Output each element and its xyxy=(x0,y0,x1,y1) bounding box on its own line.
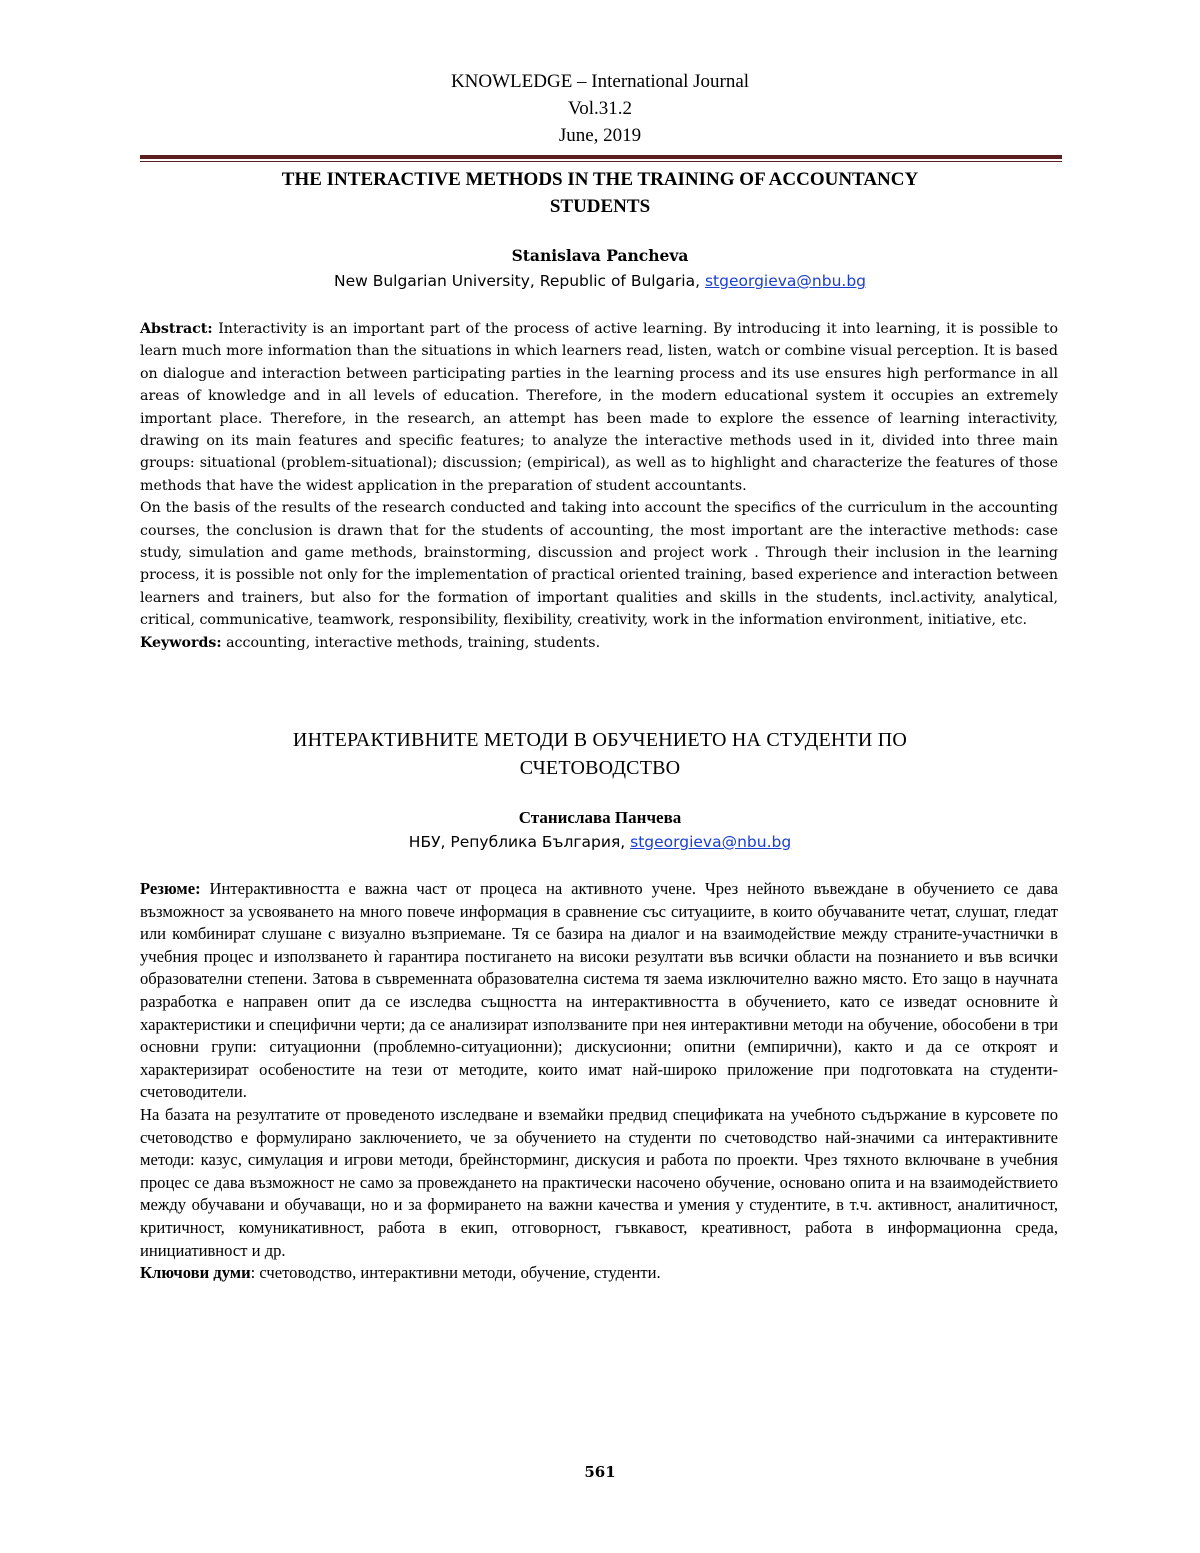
paper-title-en-line1: THE INTERACTIVE METHODS IN THE TRAINING OF ACCOUNTANCY xyxy=(281,169,919,190)
abstract-en xyxy=(140,318,1058,654)
abstract-en-paragraph-1 xyxy=(140,318,1058,497)
paper-title-bg-line2: СЧЕТОВОДСТВО xyxy=(519,757,681,779)
affiliation-en xyxy=(140,269,1060,293)
journal-volume: Vol.31.2 xyxy=(567,98,633,119)
header-rule-thin xyxy=(140,161,1062,162)
abstract-bg-label: Резюме: xyxy=(140,879,201,898)
abstract-bg xyxy=(140,878,1058,1285)
abstract-en-paragraph-2 xyxy=(140,497,1058,631)
header-rule-thick xyxy=(140,155,1062,159)
paper-title-bg xyxy=(140,726,1060,782)
author-name-en: Stanislava Pancheva xyxy=(511,246,689,265)
journal-date: June, 2019 xyxy=(558,125,642,146)
affiliation-bg xyxy=(140,830,1060,854)
abstract-bg-paragraph-2 xyxy=(140,1104,1058,1262)
abstract-bg-text-2: На базата на резултатите от проведеното изследване и вземайки предвид спецификата на учебното съдържание в курсовете по счетоводство е формулирано заключението, че за обучението на студенти по счетоводство най-значими са интерактивните методи: казус, симулация и игрови методи, брейнсторминг, дискусия и работа по проекти. Чрез тяхното включване в учебния процес се дава възможност не само за провеждането на практически насочено обучение, основано опита и на взаимодействието между обучавани и обучаващи, но и за формирането на важни качества и умения у студентите, в т.ч. активност, аналитичност, критичност, комуникативност, работа в екип, отговорност, гъвкавост, креативност, работа в информационна среда, инициативност и др. xyxy=(140,1104,1058,1260)
abstract-bg-paragraph-1 xyxy=(140,878,1058,1104)
paper-title-en xyxy=(140,166,1060,220)
keywords-en-text: accounting, interactive methods, training, students. xyxy=(221,634,601,651)
page-number: 561 xyxy=(584,1463,616,1481)
abstract-en-text-1: Interactivity is an important part of the process of active learning. By introducing it into learning, it is possible to learn much more information than the situations in which learners read, listen, watch or combine visual perception. It is based on dialogue and interaction between participating parties in the learning process and its use ensures high performance in all areas of knowledge and in all levels of education. Therefore, in the modern educational system it occupies an extremely important place. Therefore, in the research, an attempt has been made to explore the essence of learning interactivity, drawing on its main features and specific features; to analyze the interactive methods used in it, divided into three main groups: situational (problem-situational); discussion; (empirical), as well as to highlight and characterize the features of those methods that have the widest application in the preparation of student accountants. xyxy=(140,321,1058,494)
journal-name: KNOWLEDGE – International Journal xyxy=(450,71,750,92)
abstract-bg-text-1: Интерактивността е важна част от процеса на активното учене. Чрез нейното въвеждане в обучението се дава възможност за усвояването на много повече информация в сравнение със ситуациите, в които обучаваните четат, слушат, гледат или комбинират слушане с визуално възприемане. Тя се базира на диалог и на взаимодействие между страните-участнички в учебния процес и използването ѝ гарантира постигането на високи резултати във всички области на познанието и във всички образователни степени. Затова в съвременната образователна система тя заема изключително важно място. Ето защо в научната разработка е направен опит да се изследва същността на интерактивността в обучението, като се изведат основните ѝ характеристики и специфични черти; да се анализират използваните при нея интерактивни методи на обучение, обособени в три основни групи: ситуационни (проблемно-ситуационни); дискусионни; опитни (емпирични), както и да се откроят и характеризират особеностите на тези от методите, които имат най-широко приложение при подготовката на студенти-счетоводители. xyxy=(140,879,1058,1102)
affiliation-en-text: New Bulgarian University, Republic of Bulgaria, xyxy=(333,272,705,290)
keywords-bg xyxy=(140,1262,1058,1285)
author-email-link-en[interactable]: stgeorgieva@nbu.bg xyxy=(704,272,867,290)
keywords-en xyxy=(140,632,1058,654)
author-email-link-bg[interactable]: stgeorgieva@nbu.bg xyxy=(630,833,792,851)
paper-title-en-line2: STUDENTS xyxy=(549,196,651,217)
abstract-en-text-2: On the basis of the results of the research conducted and taking into account the specifics of the curriculum in the accounting courses, the conclusion is drawn that for the students of accounting, the most important are the interactive methods: case study, simulation and game methods, brainstorming, discussion and project work . Through their inclusion in the learning process, it is possible not only for the implementation of practical oriented training, based experience and interaction between learners and trainers, but also for the formation of important qualities and skills in the students, incl.activity, analytical, critical, communicative, teamwork, responsibility, flexibility, creativity, work in the information environment, initiative, etc. xyxy=(140,500,1058,629)
journal-header xyxy=(140,68,1060,149)
keywords-bg-label: Ключови думи xyxy=(140,1263,251,1283)
author-name-bg: Станислава Панчева xyxy=(518,808,682,827)
keywords-en-label: Keywords: xyxy=(140,634,222,651)
affiliation-bg-text: НБУ, Република България, xyxy=(408,833,631,851)
keywords-bg-text: : счетоводство, интерактивни методи, обучение, студенти. xyxy=(250,1263,661,1283)
abstract-en-label: Abstract: xyxy=(140,321,213,337)
paper-title-bg-line1: ИНТЕРАКТИВНИТЕ МЕТОДИ В ОБУЧЕНИЕТО НА СТУДЕНТИ ПО xyxy=(292,729,908,751)
